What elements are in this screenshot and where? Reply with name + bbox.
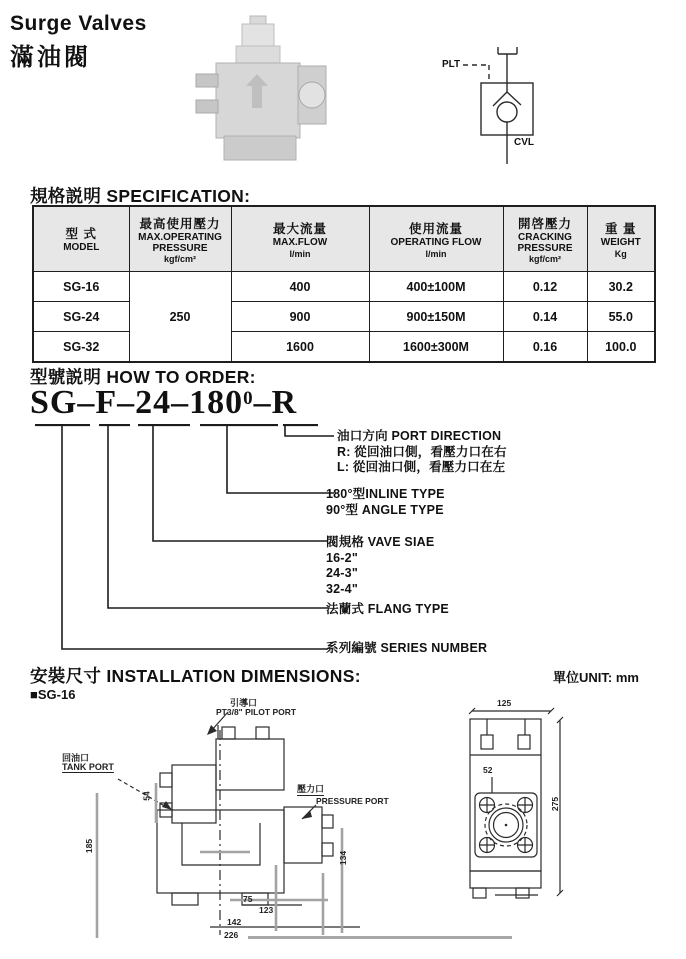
order-item-port-direction	[337, 429, 507, 476]
table-header-row	[33, 206, 655, 272]
table-row	[33, 332, 655, 363]
col-unit: kgf/cm²	[163, 254, 196, 265]
cell-weight: 55.0	[587, 302, 655, 332]
table-row	[33, 302, 655, 332]
dim-134: 134	[338, 850, 349, 866]
col-max-flow	[231, 206, 369, 272]
col-unit: l/min	[425, 248, 447, 259]
dim-142: 142	[227, 917, 242, 927]
col-unit: l/min	[289, 248, 311, 259]
dim-226: 226	[224, 930, 239, 940]
order-item-valve-size	[326, 535, 434, 597]
col-operating-flow	[369, 206, 503, 272]
pressure-port-label-en: PRESSURE PORT	[316, 796, 389, 806]
order-item-series-number	[326, 641, 487, 657]
col-label-zh: 開啓壓力	[517, 216, 572, 231]
col-model	[33, 206, 129, 272]
order-item-line: 32-4"	[326, 581, 358, 596]
order-item-line: 90°型 ANGLE TYPE	[326, 503, 444, 517]
installation-drawings	[0, 695, 686, 959]
tank-symbol	[498, 47, 517, 54]
dim-185: 185	[84, 838, 95, 854]
how-to-order-heading: 型號説明 HOW TO ORDER:	[30, 367, 256, 387]
cell-cracking: 0.12	[503, 272, 587, 302]
tank-port-label-en: TANK PORT	[62, 762, 114, 772]
order-item-line: 系列編號 SERIES NUMBER	[326, 641, 488, 655]
order-item-line: 閥規格 VAVE SIAE	[326, 535, 435, 549]
cell-weight: 30.2	[587, 272, 655, 302]
cell-max-flow: 900	[231, 302, 369, 332]
installation-heading: 安裝尺寸 INSTALLATION DIMENSIONS:	[30, 666, 361, 686]
cell-operating-flow: 1600±300M	[369, 332, 503, 363]
col-label-en: MAX.FLOW	[272, 237, 328, 249]
page-title: Surge Valves	[10, 12, 147, 35]
dim-125: 125	[497, 698, 512, 708]
dim-54: 54	[141, 791, 152, 801]
page-title-zh: 滿油閥	[10, 44, 91, 71]
col-label-en: CRACKING PRESSURE	[517, 231, 573, 254]
col-label-en: OPERATING FLOW	[390, 237, 482, 249]
pressure-port-label-zh: 壓力口	[297, 784, 325, 794]
cell-cracking: 0.16	[503, 332, 587, 363]
col-label-en: WEIGHT	[600, 237, 641, 249]
order-item-line: 24-3"	[326, 566, 358, 580]
table-row	[33, 272, 655, 302]
order-tree-lines	[32, 424, 352, 664]
col-label-zh: 使用流量	[408, 222, 463, 237]
cell-operating-flow: 400±100M	[369, 272, 503, 302]
pilot-port-label-en: PT3/8" PILOT PORT	[216, 707, 297, 717]
col-label-zh: 型 式	[65, 227, 97, 242]
order-item-line: L: 從回油口側，看壓力口在左	[337, 460, 506, 474]
order-item-line: 180°型INLINE TYPE	[326, 487, 445, 501]
col-cracking-pressure	[503, 206, 587, 272]
side-view-drawing	[60, 695, 440, 959]
cell-cracking: 0.14	[503, 302, 587, 332]
cell-max-flow: 400	[231, 272, 369, 302]
order-item-line: 油口方向 PORT DIRECTION	[337, 429, 502, 443]
order-item-line: R: 從回油口側，看壓力口在右	[337, 444, 507, 459]
hydraulic-schematic	[430, 30, 660, 180]
order-item-type	[326, 486, 445, 518]
cell-model: SG-16	[33, 272, 129, 302]
pilot-port-label-zh: 引導口	[230, 698, 258, 708]
col-label-en: MAX.OPERATING PRESSURE	[138, 231, 222, 254]
cell-model: SG-32	[33, 332, 129, 363]
cell-weight: 100.0	[587, 332, 655, 363]
schematic-cvl-label: CVL	[514, 137, 534, 148]
cell-max-flow: 1600	[231, 332, 369, 363]
col-label-en: MODEL	[63, 242, 100, 254]
order-item-line: 16-2"	[326, 550, 358, 565]
unit-label: 單位UNIT: mm	[553, 670, 639, 685]
schematic-plt-label: PLT	[442, 59, 461, 70]
dim-123: 123	[259, 905, 274, 915]
order-code-main: SG–F–24–180	[30, 384, 244, 421]
drawing-model-label: ■SG-16	[30, 687, 76, 702]
dim-75: 75	[243, 894, 253, 904]
schematic-drawing	[430, 30, 660, 180]
specification-table	[32, 205, 656, 363]
col-weight	[587, 206, 655, 272]
cell-operating-flow: 900±150M	[369, 302, 503, 332]
order-code-tail: –R	[253, 384, 298, 421]
col-label-zh: 重 量	[605, 222, 637, 237]
col-label-zh: 最高使用壓力	[139, 216, 221, 231]
col-unit: kgf/cm²	[528, 254, 561, 265]
product-photo	[178, 8, 338, 166]
cell-shared-pressure: 250	[129, 272, 231, 363]
cell-model: SG-24	[33, 302, 129, 332]
col-max-operating-pressure	[129, 206, 231, 272]
specification-heading: 規格説明 SPECIFICATION:	[30, 186, 251, 206]
dimension-baseline	[248, 936, 512, 939]
order-code	[30, 384, 297, 422]
order-item-line: 法蘭式 FLANG TYPE	[326, 602, 449, 616]
dim-52: 52	[483, 765, 493, 775]
order-item-flange-type	[326, 602, 449, 618]
col-label-zh: 最大流量	[272, 222, 327, 237]
front-view-drawing	[450, 695, 670, 959]
tank-port-label-zh: 回油口	[62, 753, 90, 763]
order-code-sup: 0	[243, 388, 254, 409]
col-unit: Kg	[614, 248, 627, 259]
dim-275: 275	[550, 796, 561, 812]
